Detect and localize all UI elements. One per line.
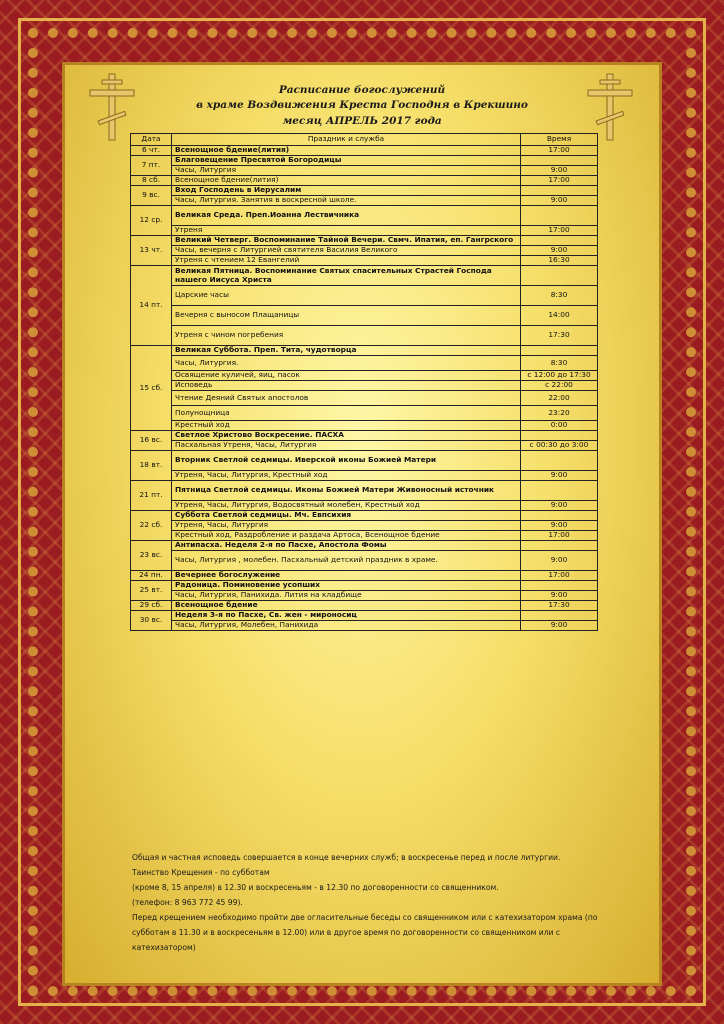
service-time: 17:00 [521,176,598,186]
header-service: Праздник и служба [172,134,521,146]
day-date: 8 сб. [131,176,172,186]
table-row [131,611,598,621]
day-date: 21 пт. [131,481,172,511]
header-time: Время [521,134,598,146]
service-time [521,511,598,521]
table-row [131,381,598,391]
service-name: Часы, Литургия [172,166,521,176]
service-time: 9:00 [521,501,598,511]
schedule-table [130,133,598,631]
day-date: 29 сб. [131,601,172,611]
service-time [521,346,598,356]
table-row [131,481,598,501]
service-time [521,156,598,166]
table-row [131,196,598,206]
day-date: 13 чт. [131,236,172,266]
header-date: Дата [131,134,172,146]
table-row [131,206,598,226]
day-date: 7 пт. [131,156,172,176]
table-row [131,441,598,451]
table-row [131,186,598,196]
table-row [131,521,598,531]
service-name: Пасхальная Утреня, Часы, Литургия [172,441,521,451]
table-row [131,501,598,511]
service-name: Исповедь [172,381,521,391]
service-name: Всенощное бдение(лития) [172,146,521,156]
table-row [131,166,598,176]
service-time [521,186,598,196]
service-time: 9:00 [521,471,598,481]
service-time: 17:00 [521,571,598,581]
service-name: Вход Господень в Иерусалим [172,186,521,196]
table-row [131,591,598,601]
table-row [131,471,598,481]
service-time: 17:30 [521,326,598,346]
service-name: Чтение Деяний Святых апостолов [172,391,521,406]
day-date: 9 вс. [131,186,172,206]
service-name: Вечерня с выносом Плащаницы [172,306,521,326]
table-row [131,176,598,186]
table-row [131,431,598,441]
service-name: Полунощница [172,406,521,421]
service-time: 9:00 [521,196,598,206]
table-row [131,226,598,236]
day-date: 15 сб. [131,346,172,431]
service-name: Часы, Литургия. Занятия в воскресной школе. [172,196,521,206]
church-name: в храме Воздвижения Креста Господня в Крекшино [196,99,528,111]
service-name: Утреня, Часы, Литургия [172,521,521,531]
note-baptism: Таинство Крещения - по субботам [132,868,270,877]
table-row [131,326,598,346]
table-row [131,451,598,471]
table-row [131,406,598,421]
service-time: 8:30 [521,286,598,306]
service-time [521,581,598,591]
schedule-title: Расписание богослужений [278,84,446,96]
service-name: Пятница Светлой седмицы. Иконы Божией Матери Живоносный источник [172,481,521,501]
table-row [131,541,598,551]
table-row [131,356,598,371]
service-name: Часы, Литургия, Молебен, Панихида [172,621,521,631]
service-time: 8:30 [521,356,598,371]
service-time: с 22:00 [521,381,598,391]
note-confession: Общая и частная исповедь совершается в конце вечерних служб; в воскресенье перед и после литургии. [132,853,561,862]
service-name: Всенощное бдение(лития) [172,176,521,186]
service-time: 23:20 [521,406,598,421]
month-label: месяц АПРЕЛЬ 2017 года [282,115,442,127]
day-date: 16 вс. [131,431,172,451]
service-name: Утреня с чтением 12 Евангелий [172,256,521,266]
service-time: 17:30 [521,601,598,611]
day-date: 25 вт. [131,581,172,601]
service-name: Радоница. Поминовение усопших [172,581,521,591]
service-time: 22:00 [521,391,598,406]
service-time: 17:00 [521,226,598,236]
table-row [131,146,598,156]
table-row [131,531,598,541]
service-time: с 12:00 до 17:30 [521,371,598,381]
table-row [131,421,598,431]
service-name: Неделя 3-я по Пасхе, Св. жен - мироносиц [172,611,521,621]
service-time: 9:00 [521,246,598,256]
day-date: 6 чт. [131,146,172,156]
service-time [521,541,598,551]
service-name: Освящение куличей, яиц, пасок [172,371,521,381]
service-name: Утреня с чином погребения [172,326,521,346]
table-row [131,346,598,356]
service-time: 14:00 [521,306,598,326]
table-row [131,246,598,256]
table-row [131,571,598,581]
service-time: 9:00 [521,621,598,631]
service-time: 9:00 [521,591,598,601]
day-date: 30 вс. [131,611,172,631]
note-catechesis: Перед крещением необходимо пройти две огласительные беседы со священником или с катехизатором храма (по субботам в 11.30 и в воскресеньям в 12.00) или в другое время по договоренности со священником или с катехизатором) [132,913,598,952]
service-name: Вечернее богослужение [172,571,521,581]
service-name: Утреня, Часы, Литургия, Крестный ход [172,471,521,481]
service-name: Часы, Литургия, Панихида. Лития на кладбище [172,591,521,601]
service-name: Вторник Светлой седмицы. Иверской иконы Божией Матери [172,451,521,471]
service-time [521,611,598,621]
service-time [521,481,598,501]
table-row [131,601,598,611]
service-name: Великая Суббота. Преп. Тита, чудотворца [172,346,521,356]
table-row [131,266,598,286]
service-name: Великая Среда. Преп.Иоанна Лествичника [172,206,521,226]
service-name: Крестный ход, Раздробление и раздача Артоса, Всенощное бдение [172,531,521,541]
table-row [131,391,598,406]
table-row [131,286,598,306]
service-time: 0:00 [521,421,598,431]
service-name: Часы, Литургия. [172,356,521,371]
service-time [521,266,598,286]
day-date: 18 вт. [131,451,172,481]
service-name: Великая Пятница. Воспоминание Святых спасительных Страстей Господа нашего Иисуса Христа [172,266,521,286]
table-row [131,551,598,571]
table-header-row [131,134,598,146]
day-date: 22 сб. [131,511,172,541]
service-time: 9:00 [521,521,598,531]
service-name: Великий Четверг. Воспоминание Тайной Вечери. Свмч. Ипатия, еп. Гангрского [172,236,521,246]
table-row [131,306,598,326]
service-time [521,236,598,246]
service-name: Светлое Христово Воскресение. ПАСХА [172,431,521,441]
service-name: Всенощное бдение [172,601,521,611]
service-time: 17:00 [521,531,598,541]
table-row [131,581,598,591]
service-name: Крестный ход [172,421,521,431]
service-time: 9:00 [521,166,598,176]
service-name: Утреня, Часы, Литургия, Водосвятный молебен, Крестный ход [172,501,521,511]
service-time: 16:30 [521,256,598,266]
note-baptism-schedule: (кроме 8, 15 апреля) в 12.30 и воскресеньям - в 12.30 по договоренности со священником. [132,883,499,892]
table-row [131,371,598,381]
service-name: Антипасха. Неделя 2-я по Пасхе, Апостола Фомы [172,541,521,551]
day-date: 12 ср. [131,206,172,236]
service-name: Суббота Светлой седмицы. Мч. Евпсихия [172,511,521,521]
table-row [131,256,598,266]
service-name: Благовещение Пресвятой Богородицы [172,156,521,166]
day-date: 24 пн. [131,571,172,581]
service-time [521,451,598,471]
notes-section [132,850,602,955]
note-phone: (телефон: 8 963 772 45 99). [132,898,243,907]
table-row [131,621,598,631]
day-date: 14 пт. [131,266,172,346]
service-time [521,431,598,441]
service-name: Царские часы [172,286,521,306]
service-time [521,206,598,226]
service-name: Утреня [172,226,521,236]
service-name: Часы, вечерня с Литургией святителя Василия Великого [172,246,521,256]
table-row [131,511,598,521]
day-date: 23 вс. [131,541,172,571]
service-time: 17:00 [521,146,598,156]
service-time: 9:00 [521,551,598,571]
service-name: Часы, Литургия , молебен. Пасхальный детский праздник в храме. [172,551,521,571]
service-time: с 00:30 до 3:00 [521,441,598,451]
table-row [131,156,598,166]
table-row [131,236,598,246]
